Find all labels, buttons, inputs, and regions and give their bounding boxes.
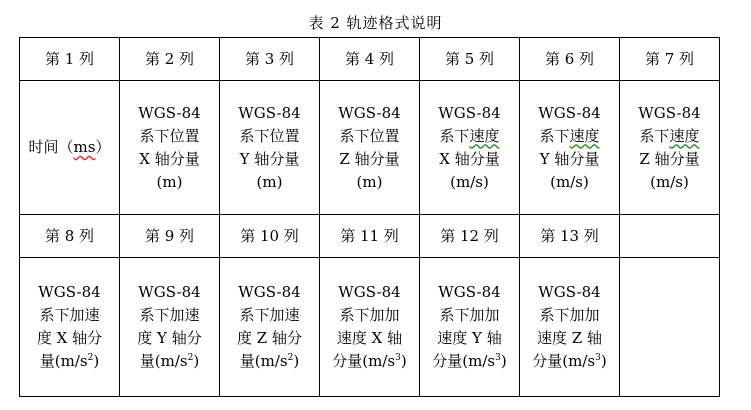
cell-line: WGS-84 [538,103,601,122]
header-row-2 [20,215,720,258]
unit-text: 分量(m/s [332,352,396,370]
cell-line: 系下加速 [39,306,100,324]
cell-line: 速度 Y 轴 [437,329,502,347]
unit-exponent: 2 [187,353,194,363]
cell-line: 系下加速 [139,306,200,324]
cell-line: WGS-84 [338,103,401,122]
cell-line: 系下加加 [439,306,500,324]
header-col-5: 第 5 列 [420,38,520,81]
cell-line: 系下位置 [139,126,200,145]
cell-line: (m) [356,172,383,191]
cell-line: WGS-84 [438,103,501,122]
header-col-10: 第 10 列 [220,215,320,258]
cell-line: WGS-84 [38,283,101,301]
cell-line: (m/s) [650,172,689,191]
header-col-3: 第 3 列 [220,38,320,81]
cell-col-6 [520,81,620,215]
cell-col-13 [520,258,620,397]
trajectory-format-table [19,37,720,397]
cell-line: 度 Z 轴分 [237,329,302,347]
cell-line: (m) [256,172,283,191]
time-label: 时间（ [28,138,74,156]
cell-col-7 [620,81,720,215]
header-col-7: 第 7 列 [620,38,720,81]
header-col-2: 第 2 列 [120,38,220,81]
description-row-1 [20,81,720,215]
cell-line: Z 轴分量 [339,149,400,168]
cell-line: 速度 X 轴 [336,329,403,347]
cell-line: (m) [156,172,183,191]
header-col-9: 第 9 列 [120,215,220,258]
cell-line [420,125,519,148]
unit-exponent: 3 [395,353,401,363]
cell-line [20,350,119,373]
text-part-underlined: 速度 [569,126,600,145]
unit-text: 量(m/s [39,352,88,370]
cell-line: (m/s) [550,172,589,191]
text-part-underlined: 速度 [669,126,700,145]
text-part: 系下 [539,126,570,145]
unit-close: ) [293,352,300,370]
cell-line [620,125,719,148]
cell-col-2 [120,81,220,215]
cell-line: X 轴分量 [139,149,200,168]
cell-col-8 [20,258,120,397]
cell-line: WGS-84 [538,283,601,301]
cell-line: WGS-84 [338,283,401,301]
header-col-1: 第 1 列 [20,38,120,81]
cell-line [420,350,519,373]
unit-exponent: 3 [495,353,501,363]
unit-text: 分量(m/s [532,352,596,370]
cell-line: 系下位置 [239,126,300,145]
time-unit: ms [73,138,96,156]
cell-line: 系下加速 [239,306,300,324]
cell-line: 度 Y 轴分 [137,329,202,347]
cell-line [520,350,619,373]
time-close: ） [95,138,111,156]
cell-line [220,350,319,373]
table-caption: 表 2 轨迹格式说明 [308,14,443,32]
cell-col-11 [320,258,420,397]
cell-line: WGS-84 [638,103,701,122]
header-col-4: 第 4 列 [320,38,420,81]
cell-line: WGS-84 [138,283,201,301]
cell-line: Z 轴分量 [639,149,700,168]
unit-close: ) [400,352,407,370]
header-row-1 [20,38,720,81]
cell-line [120,350,219,373]
unit-close: ) [600,352,607,370]
cell-col-1-time [20,81,120,215]
header-col-6: 第 6 列 [520,38,620,81]
cell-line: WGS-84 [238,103,301,122]
header-col-8: 第 8 列 [20,215,120,258]
cell-line: 系下加加 [339,306,400,324]
unit-exponent: 2 [287,353,294,363]
cell-line: WGS-84 [138,103,201,122]
cell-line: 系下加加 [539,306,600,324]
cell-line: WGS-84 [438,283,501,301]
text-part: 系下 [639,126,670,145]
cell-col-12 [420,258,520,397]
text-part-underlined: 速度 [469,126,500,145]
unit-close: ) [500,352,507,370]
unit-text: 量(m/s [139,352,188,370]
cell-line: Y 轴分量 [539,149,600,168]
header-col-13: 第 13 列 [520,215,620,258]
cell-line: 速度 Z 轴 [537,329,602,347]
empty-cell [620,258,720,397]
cell-line: X 轴分量 [439,149,500,168]
text-part: 系下 [439,126,470,145]
cell-line: 度 X 轴分 [36,329,103,347]
unit-exponent: 2 [87,353,94,363]
cell-line: 系下位置 [339,126,400,145]
unit-text: 分量(m/s [432,352,496,370]
cell-col-9 [120,258,220,397]
description-row-2 [20,258,720,397]
cell-col-10 [220,258,320,397]
cell-col-5 [420,81,520,215]
unit-text: 量(m/s [239,352,288,370]
unit-close: ) [193,352,200,370]
cell-col-4 [320,81,420,215]
cell-line: Y 轴分量 [239,149,300,168]
unit-exponent: 3 [595,353,601,363]
cell-line: (m/s) [450,172,489,191]
cell-line [320,350,419,373]
cell-line [520,125,619,148]
cell-col-3 [220,81,320,215]
header-empty [620,215,720,258]
header-col-11: 第 11 列 [320,215,420,258]
unit-close: ) [93,352,100,370]
cell-line: WGS-84 [238,283,301,301]
header-col-12: 第 12 列 [420,215,520,258]
